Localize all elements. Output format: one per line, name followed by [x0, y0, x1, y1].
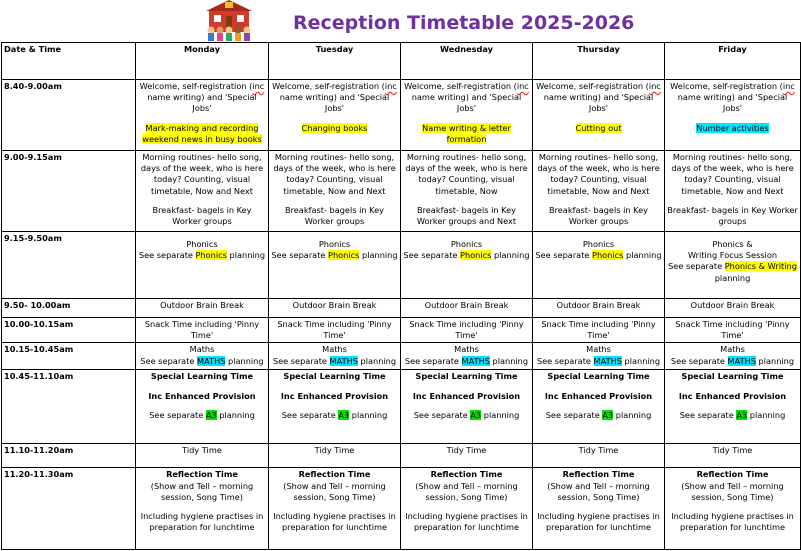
wednesday-cell: Snack Time including 'Pinny Time': [401, 318, 533, 343]
activity-highlight: Mark-making and recording weekend news in busy books: [142, 122, 262, 144]
table-row: [2, 468, 801, 550]
activity-highlight: Cutting out: [575, 122, 622, 133]
time-cell: 10.45-11.10am: [2, 370, 136, 444]
table-row: [2, 151, 801, 232]
friday-cell: Welcome, self-registration (inc name writing) and 'Special Jobs' Number activities: [665, 80, 801, 151]
friday-cell: Special Learning Time Inc Enhanced Provision See separate A3 planning: [665, 370, 801, 444]
wednesday-cell: Phonics See separate Phonics planning: [401, 232, 533, 299]
wednesday-cell: Outdoor Brain Break: [401, 299, 533, 318]
monday-cell: Snack Time including 'Pinny Time': [136, 318, 269, 343]
thursday-cell: Outdoor Brain Break: [533, 299, 665, 318]
table-row: [2, 370, 801, 444]
table-row: [2, 343, 801, 370]
wednesday-cell: Tidy Time: [401, 444, 533, 468]
friday-cell: Tidy Time: [665, 444, 801, 468]
time-cell: 8.40-9.00am: [2, 80, 136, 151]
page-title: Reception Timetable 2025-2026: [293, 12, 635, 34]
monday-cell: Phonics See separate Phonics planning: [136, 232, 269, 299]
header-row: [2, 43, 801, 80]
friday-cell: Morning routines- hello song, days of the week, who is here today? Counting, visual timetable, Now and Next Breakfast- bagels in Key Worker groups: [665, 151, 801, 232]
thursday-cell: Morning routines- hello song, days of the week, who is here today? Counting, visual timetable, Now and Next Breakfast- bagels in Key Worker groups: [533, 151, 665, 232]
tuesday-cell: Maths See separate MATHS planning: [269, 343, 401, 370]
column-header: Friday: [665, 43, 801, 80]
wednesday-cell: Special Learning Time Inc Enhanced Provision See separate A3 planning: [401, 370, 533, 444]
activity-highlight: Name writing & letter formation: [422, 122, 511, 144]
column-header: Wednesday: [401, 43, 533, 80]
tuesday-cell: Reflection Time (Show and Tell – morning session, Song Time) Including hygiene practises in preparation for lunchtime: [269, 468, 401, 550]
table-row: [2, 299, 801, 318]
tuesday-cell: Special Learning Time Inc Enhanced Provision See separate A3 planning: [269, 370, 401, 444]
thursday-cell: Welcome, self-registration (inc name writing) and 'Special Jobs' Cutting out: [533, 80, 665, 151]
time-cell: 10.15-10.45am: [2, 343, 136, 370]
table-row: [2, 318, 801, 343]
thursday-cell: Reflection Time (Show and Tell – morning session, Song Time) Including hygiene practises in preparation for lunchtime: [533, 468, 665, 550]
friday-cell: Maths See separate MATHS planning: [665, 343, 801, 370]
tuesday-cell: Welcome, self-registration (inc name writing) and 'Special Jobs' Changing books: [269, 80, 401, 151]
table-row: [2, 80, 801, 151]
wednesday-cell: Reflection Time (Show and Tell – morning session, Song Time) Including hygiene practises in preparation for lunchtime: [401, 468, 533, 550]
school-children-logo: [203, 0, 255, 42]
thursday-cell: Tidy Time: [533, 444, 665, 468]
tuesday-cell: Snack Time including 'Pinny Time': [269, 318, 401, 343]
tuesday-cell: Outdoor Brain Break: [269, 299, 401, 318]
monday-cell: Morning routines- hello song, days of the week, who is here today? Counting, visual timetable, Now and Next Breakfast- bagels in Key Worker groups: [136, 151, 269, 232]
wednesday-cell: Welcome, self-registration (inc name writing) and 'Special Jobs' Name writing & letter formation: [401, 80, 533, 151]
friday-cell: Phonics & Writing Focus Session See separate Phonics & Writing planning: [665, 232, 801, 299]
tuesday-cell: Phonics See separate Phonics planning: [269, 232, 401, 299]
column-header: Date & Time: [2, 43, 136, 80]
table-row: [2, 232, 801, 299]
thursday-cell: Special Learning Time Inc Enhanced Provision See separate A3 planning: [533, 370, 665, 444]
monday-cell: Special Learning Time Inc Enhanced Provision See separate A3 planning: [136, 370, 269, 444]
monday-cell: Outdoor Brain Break: [136, 299, 269, 318]
thursday-cell: Snack Time including 'Pinny Time': [533, 318, 665, 343]
column-header: Thursday: [533, 43, 665, 80]
time-cell: 9.50- 10.00am: [2, 299, 136, 318]
tuesday-cell: Tidy Time: [269, 444, 401, 468]
column-header: Tuesday: [269, 43, 401, 80]
friday-cell: Reflection Time (Show and Tell – morning session, Song Time) Including hygiene practises in preparation for lunchtime: [665, 468, 801, 550]
time-cell: 11.10-11.20am: [2, 444, 136, 468]
thursday-cell: Maths See separate MATHS planning: [533, 343, 665, 370]
friday-cell: Outdoor Brain Break: [665, 299, 801, 318]
monday-cell: Welcome, self-registration (inc name writing) and 'Special Jobs' Mark-making and recording weekend news in busy books: [136, 80, 269, 151]
time-cell: 10.00-10.15am: [2, 318, 136, 343]
timetable: [1, 42, 801, 550]
monday-cell: Reflection Time (Show and Tell – morning session, Song Time) Including hygiene practises in preparation for lunchtime: [136, 468, 269, 550]
activity-highlight: Changing books: [301, 122, 368, 133]
thursday-cell: Phonics See separate Phonics planning: [533, 232, 665, 299]
friday-cell: Snack Time including 'Pinny Time': [665, 318, 801, 343]
time-cell: 9.15-9.50am: [2, 232, 136, 299]
wednesday-cell: Maths See separate MATHS planning: [401, 343, 533, 370]
time-cell: 9.00-9.15am: [2, 151, 136, 232]
monday-cell: Tidy Time: [136, 444, 269, 468]
table-row: [2, 444, 801, 468]
wednesday-cell: Morning routines- hello song, days of the week, who is here today? Counting, visual timetable, Now Breakfast- bagels in Key Worker groups and Next: [401, 151, 533, 232]
column-header: Monday: [136, 43, 269, 80]
time-cell: 11.20-11.30am: [2, 468, 136, 550]
page-header: [0, 0, 801, 43]
tuesday-cell: Morning routines- hello song, days of the week, who is here today? Counting, visual timetable, Now and Next Breakfast- bagels in Key Worker groups: [269, 151, 401, 232]
activity-highlight: Number activities: [696, 122, 769, 133]
monday-cell: Maths See separate MATHS planning: [136, 343, 269, 370]
